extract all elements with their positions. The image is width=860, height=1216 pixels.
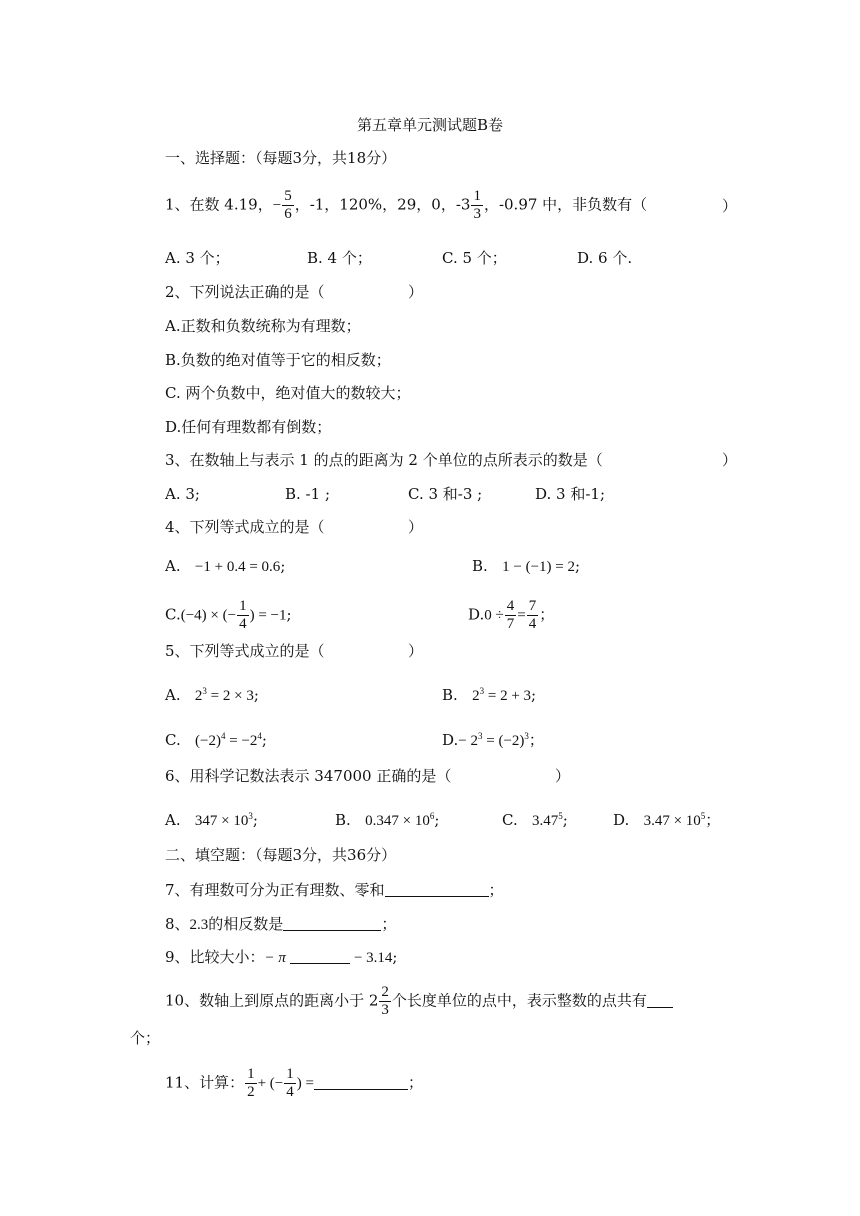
- question-3-close-paren: ）: [722, 451, 738, 469]
- question-2-close-paren: ）: [408, 283, 424, 301]
- q6-option-b: B. $0.347 \times 10^6$;: [335, 811, 440, 829]
- answer-blank-10[interactable]: [647, 993, 673, 1008]
- q3-option-d: D. 3 和-1;: [535, 485, 606, 503]
- q4-option-d: D.0 ÷ $\frac{4}{7}$ = $\frac{7}{4}$ ；: [468, 598, 555, 632]
- question-10-line2: 个；: [130, 1029, 161, 1047]
- q5-option-c: C. $(-2)^4 = -2^4$;: [165, 731, 267, 749]
- question-11: 11、计算： $\frac{1}{2}$ + (− $\frac{1}{4}$ ) = ；: [165, 1066, 423, 1100]
- question-9: 9、比较大小：− π − 3.14;: [165, 948, 398, 966]
- fraction-two-thirds: $\frac{2}{3}$: [381, 984, 389, 1018]
- question-1-close-paren: ）: [722, 197, 738, 215]
- question-7: 7、有理数可分为正有理数、零和 ；: [165, 881, 504, 899]
- answer-blank-8[interactable]: [283, 916, 381, 931]
- q1-option-c: C. 5 个；: [442, 249, 507, 267]
- q1-option-b: B. 4 个；: [307, 249, 372, 267]
- fraction-five-sixths: $\frac{5}{6}$: [284, 188, 292, 222]
- q5-option-d: $D.- 2^3 = (-2)^3$；: [442, 731, 544, 749]
- question-4: 4、下列等式成立的是（: [165, 518, 325, 536]
- fraction-seven-fourths: $\frac{7}{4}$: [528, 598, 537, 632]
- answer-blank-7[interactable]: [385, 882, 489, 897]
- question-6: 6、用科学记数法表示 347000 正确的是（: [165, 767, 452, 785]
- q2-option-a: A.正数和负数统称为有理数；: [165, 317, 361, 335]
- q6-option-d: D. $3.47 \times 10^5$；: [613, 811, 721, 829]
- question-6-close-paren: ）: [555, 767, 571, 785]
- q1-option-d: D. 6 个.: [577, 249, 633, 267]
- section-choice-heading: 一、选择题：（每题3分，共18分）: [165, 149, 397, 167]
- question-1: 1、在数 4.19，− $\frac{5}{6}$ ，-1，120%，29，0，-3 $\frac{1}{3}$ ，-0.97 中，非负数有（: [165, 188, 648, 222]
- q2-option-d: D.任何有理数都有倒数；: [165, 418, 332, 436]
- q5-option-a: A. $2^3 = 2 \times 3$;: [165, 686, 259, 704]
- question-5: 5、下列等式成立的是（: [165, 642, 325, 660]
- fraction-one-third: $\frac{1}{3}$: [473, 188, 481, 222]
- question-2: 2、下列说法正确的是（: [165, 283, 325, 301]
- question-10: 10、数轴上到原点的距离小于 2 $\frac{2}{3}$ 个长度单位的点中，表示整数的点共有: [165, 984, 673, 1019]
- q2-option-b: B.负数的绝对值等于它的相反数；: [165, 351, 391, 369]
- q6-option-c: C. 3.47$^5$;: [502, 811, 568, 829]
- question-4-close-paren: ）: [408, 518, 424, 536]
- question-8: 8、2.3的相反数是 ；: [165, 915, 397, 933]
- page-title: 第五章单元测试题B卷: [356, 116, 504, 134]
- fraction-four-sevenths: $\frac{4}{7}$: [506, 598, 515, 632]
- question-3: 3、在数轴上与表示 1 的点的距离为 2 个单位的点所表示的数是（: [165, 451, 603, 469]
- q3-option-a: A. 3;: [165, 485, 200, 503]
- question-5-close-paren: ）: [408, 642, 424, 660]
- fraction-one-half: $\frac{1}{2}$: [247, 1066, 255, 1100]
- q3-option-c: C. 3 和-3 ;: [408, 485, 483, 503]
- q6-option-a: A. $347 \times 10^3$;: [165, 811, 258, 829]
- fraction-one-quarter: $\frac{1}{4}$: [286, 1066, 294, 1100]
- answer-blank-9[interactable]: [290, 949, 350, 964]
- fraction-one-fourth: $\frac{1}{4}$: [239, 598, 247, 632]
- q4-option-a: A. −1 + 0.4 = 0.6;: [165, 557, 286, 575]
- q5-option-b: B. $2^3 = 2 + 3$;: [442, 686, 537, 704]
- q4-option-b: B. 1 − (−1) = 2;: [472, 557, 581, 575]
- q2-option-c: C. 两个负数中，绝对值大的数较大；: [165, 384, 411, 402]
- section-fill-heading: 二、填空题：（每题3分，共36分）: [165, 846, 397, 864]
- q1-option-a: A. 3 个；: [165, 249, 230, 267]
- q3-option-b: B. -1 ;: [285, 485, 330, 503]
- answer-blank-11[interactable]: [314, 1075, 408, 1090]
- q4-option-c: C.(−4) × (− $\frac{1}{4}$ ) = −1;: [165, 598, 292, 632]
